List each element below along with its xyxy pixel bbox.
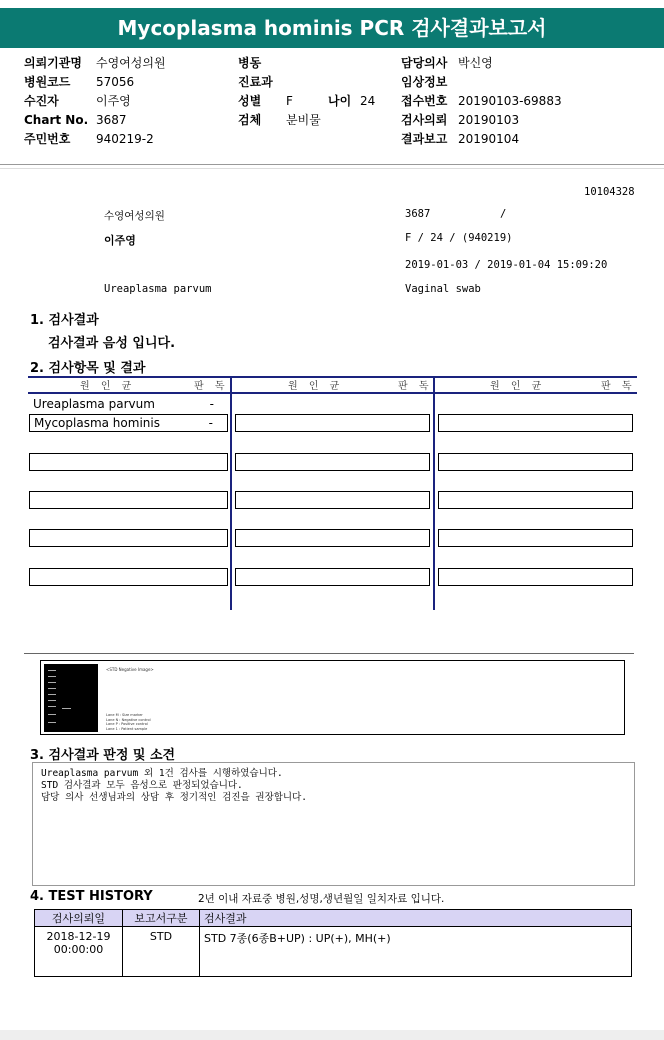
section-2-heading: 2. 검사항목 및 결과	[30, 361, 146, 376]
result-row-empty	[438, 568, 633, 586]
result-row-empty	[29, 453, 228, 471]
result-row-empty	[235, 414, 430, 432]
opinion-box	[32, 762, 635, 886]
specimen-label: 검체	[238, 113, 262, 127]
sex-value: F	[286, 94, 293, 108]
judge-result: -	[209, 397, 214, 411]
judge-result: -	[208, 416, 213, 430]
gel-legend-line: Lane N : Negative control	[106, 717, 151, 722]
result-row-empty	[438, 453, 633, 471]
result-row-empty	[235, 491, 430, 509]
doctor-value: 박신영	[458, 56, 493, 70]
receipt-no-label: 접수번호	[401, 94, 448, 108]
opinion-line: Ureaplasma parvum 외 1건 검사를 시행하였습니다.	[41, 768, 283, 779]
hospital-name-label: 의뢰기관명	[24, 56, 82, 70]
header-col-3	[401, 54, 562, 149]
header-col-2	[238, 54, 375, 130]
ward-label: 병동	[238, 56, 262, 70]
history-result: STD 7종(6종B+UP) : UP(+), MH(+)	[200, 927, 632, 977]
info-sex-age: F / 24 / (940219)	[405, 232, 513, 244]
doctor-label: 담당의사	[401, 56, 448, 70]
sex-label: 성별	[238, 94, 262, 108]
history-header-row	[35, 910, 632, 927]
report-date-label: 결과보고	[401, 132, 448, 146]
result-row-empty	[438, 414, 633, 432]
history-table	[34, 909, 632, 977]
gel-image-legend	[106, 713, 151, 731]
patient-label: 수진자	[24, 94, 59, 108]
age-label: 나이	[328, 94, 352, 108]
col-header-judge-3: 판 독	[601, 381, 636, 392]
hospital-code-value: 57056	[96, 75, 135, 89]
organism-name: Ureaplasma parvum	[33, 397, 155, 411]
footer-band	[0, 1030, 664, 1040]
info-specimen: Vaginal swab	[405, 283, 481, 295]
organism-name: Mycoplasma hominis	[34, 416, 160, 430]
gel-legend-line: Lane M : Size marker	[106, 713, 143, 717]
gel-legend-line: Lane 1 : Patient sample	[106, 726, 148, 731]
header-divider	[0, 164, 664, 165]
chart-no-label: Chart No.	[24, 113, 89, 127]
specimen-value: 분비물	[286, 113, 321, 127]
result-row-empty	[438, 491, 633, 509]
col-header-judge-2: 판 독	[398, 381, 433, 392]
grid-header-line	[28, 392, 637, 394]
info-chart: 3687	[405, 208, 431, 220]
department-label: 진료과	[238, 75, 273, 89]
history-type: STD	[123, 927, 200, 977]
info-hospital: 수영여성의원	[104, 210, 165, 222]
table-row	[35, 927, 632, 977]
section-1-heading: 1. 검사결과	[30, 313, 99, 328]
history-col-result: 검사결과	[200, 910, 632, 927]
history-col-date: 검사의뢰일	[35, 910, 123, 927]
gel-legend-line: Lane P : Positive control	[106, 722, 148, 726]
receipt-no-value: 20190103-69883	[458, 94, 562, 108]
grid-divider-1	[230, 376, 232, 610]
header-col-1	[24, 54, 166, 149]
gel-image-box	[40, 660, 625, 735]
info-dates: 2019-01-03 / 2019-01-04 15:09:20	[405, 259, 608, 271]
result-row-empty	[235, 529, 430, 547]
info-organism: Ureaplasma parvum	[104, 283, 212, 295]
col-header-organism-2: 원 인 균	[288, 381, 344, 392]
section-divider	[24, 653, 634, 654]
section-1-text: 검사결과 음성 입니다.	[48, 336, 176, 351]
result-row-empty	[29, 491, 228, 509]
section-3-heading: 3. 검사결과 판정 및 소견	[30, 748, 176, 763]
col-header-judge-1: 판 독	[194, 381, 229, 392]
opinion-line: 담당 의사 선생님과의 상담 후 정기적인 검진을 권장합니다.	[41, 792, 308, 803]
resident-no-value: 940219-2	[96, 132, 154, 146]
result-row-empty	[438, 529, 633, 547]
col-header-organism-1: 원 인 균	[80, 381, 136, 392]
result-row	[29, 396, 228, 414]
result-row-empty	[235, 453, 430, 471]
result-row-empty	[235, 568, 430, 586]
hospital-name-value: 수영여성의원	[96, 56, 166, 70]
result-row-empty	[29, 568, 228, 586]
info-patient: 이주영	[104, 234, 136, 247]
report-code: 10104328	[584, 186, 635, 198]
gel-image-caption: <STD Negative Image>	[106, 667, 154, 672]
history-col-type: 보고서구분	[123, 910, 200, 927]
request-date-value: 20190103	[458, 113, 520, 127]
resident-no-label: 주민번호	[24, 132, 71, 146]
chart-no-value: 3687	[96, 113, 127, 127]
hospital-code-label: 병원코드	[24, 75, 71, 89]
age-value: 24	[360, 94, 376, 108]
history-time: 00:00:00	[53, 943, 104, 956]
request-date-label: 검사의뢰	[401, 113, 448, 127]
report-title: Mycoplasma hominis PCR 검사결과보고서	[0, 8, 664, 48]
col-header-organism-3: 원 인 균	[490, 381, 546, 392]
grid-divider-2	[433, 376, 435, 610]
opinion-line: STD 검사결과 모두 음성으로 판정되었습니다.	[41, 780, 243, 791]
info-slash: /	[500, 208, 507, 220]
gel-image	[44, 664, 98, 732]
section-4-heading: 4. TEST HISTORY	[30, 889, 153, 904]
clinical-info-label: 임상정보	[401, 75, 448, 89]
report-date-value: 20190104	[458, 132, 520, 146]
result-row	[29, 414, 228, 432]
header-divider-light	[0, 168, 664, 169]
history-note: 2년 이내 자료중 병원,성명,생년월일 일치자료 입니다.	[198, 893, 445, 905]
history-date: 2018-12-19	[46, 930, 111, 943]
result-row-empty	[29, 529, 228, 547]
history-date-cell	[35, 927, 123, 977]
patient-value: 이주영	[96, 94, 131, 108]
